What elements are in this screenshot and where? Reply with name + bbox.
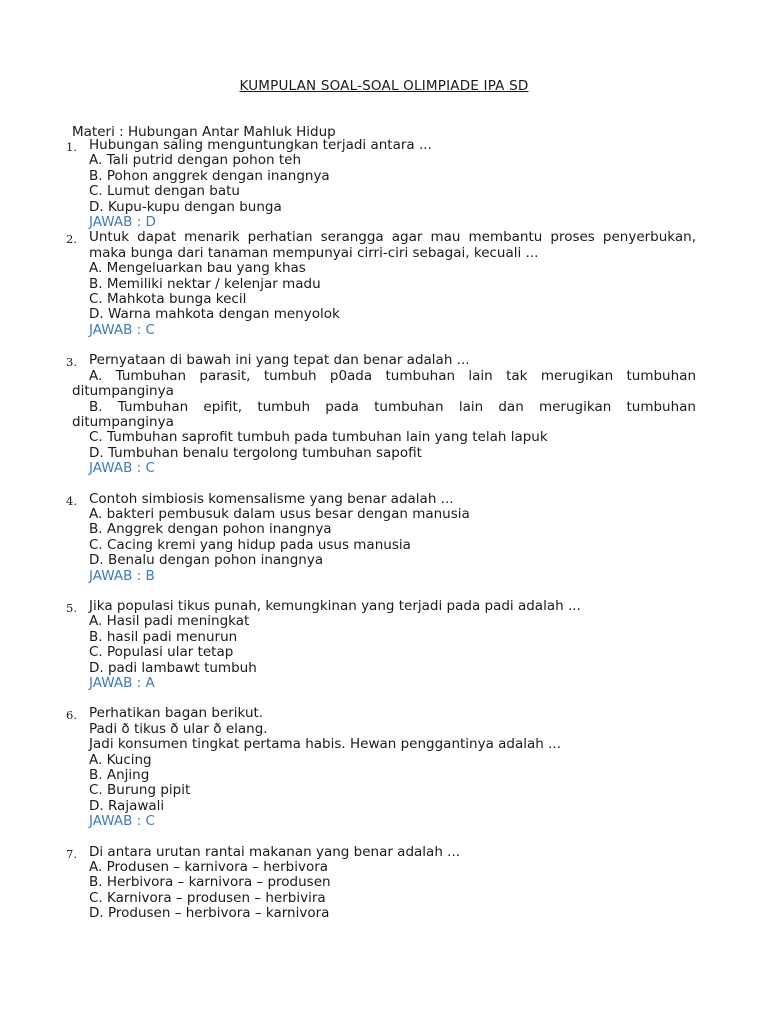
option-a: A. Kucing xyxy=(89,751,152,768)
question-stem: Hubungan saling menguntungkan terjadi antara ... xyxy=(89,137,432,153)
option-d: D. Rajawali xyxy=(89,797,165,814)
question-stem: Contoh simbiosis komensalisme yang benar adalah ... xyxy=(89,490,454,507)
option-a: A. Tali putrid dengan pohon teh xyxy=(89,152,302,169)
question-number: 3. xyxy=(66,355,77,370)
question-number: 6. xyxy=(66,708,77,723)
option-a: A. Hasil padi meningkat xyxy=(89,613,250,630)
option-b: B. Tumbuhan epifit, tumbuh pada tumbuhan lain dan merugikan tumbuhan ditumpanginya xyxy=(72,398,696,430)
question-number: 2. xyxy=(66,232,77,247)
option-d: D. Kupu-kupu dengan bunga xyxy=(89,198,282,215)
question-stem: Pernyataan di bawah ini yang tepat dan benar adalah ... xyxy=(89,352,470,369)
option-c: C. Mahkota bunga kecil xyxy=(89,291,247,308)
option-b: B. Memiliki nektar / kelenjar madu xyxy=(89,275,321,292)
question-4 xyxy=(0,492,768,584)
answer-key: JAWAB : C xyxy=(89,321,155,338)
option-d: D. Tumbuhan benalu tergolong tumbuhan sapofit xyxy=(89,444,422,461)
option-a: A. Tumbuhan parasit, tumbuh p0ada tumbuhan lain tak merugikan tumbuhan ditumpanginya xyxy=(72,367,696,400)
question-6 xyxy=(0,706,768,829)
option-a: A. Produsen – karnivora – herbivora xyxy=(89,859,329,876)
option-d: D. Produsen – herbivora – karnivora xyxy=(89,905,330,922)
question-number: 5. xyxy=(66,600,77,615)
option-a: A. Mengeluarkan bau yang khas xyxy=(89,260,306,277)
answer-key: JAWAB : B xyxy=(89,567,155,584)
question-stem: Untuk dapat menarik perhatian serangga agar mau membantu proses penyerbukan, maka bunga dari tanaman mempunyai cirri-ciri sebagai, kecuali ... xyxy=(89,229,696,261)
question-stem: Perhatikan bagan berikut. xyxy=(89,705,264,722)
option-c: C. Lumut dengan batu xyxy=(89,183,240,200)
question-5 xyxy=(0,599,768,691)
question-3 xyxy=(0,353,768,476)
option-b: B. Herbivora – karnivora – produsen xyxy=(89,874,331,891)
option-c: C. Populasi ular tetap xyxy=(89,644,234,661)
option-c: C. Tumbuhan saprofit tumbuh pada tumbuhan lain yang telah lapuk xyxy=(89,429,548,446)
question-number: 7. xyxy=(66,846,77,861)
answer-key: JAWAB : D xyxy=(89,214,156,231)
option-a: A. bakteri pembusuk dalam usus besar dengan manusia xyxy=(89,505,470,522)
question-number: 4. xyxy=(66,493,77,508)
option-c: C. Cacing kremi yang hidup pada usus manusia xyxy=(89,536,411,553)
question-number: 1. xyxy=(66,140,77,154)
option-d: D. Warna mahkota dengan menyolok xyxy=(89,306,340,323)
question-list xyxy=(0,138,768,922)
option-c: C. Burung pipit xyxy=(89,782,191,799)
answer-key: JAWAB : A xyxy=(89,675,155,691)
option-b: B. Pohon anggrek dengan inangnya xyxy=(89,167,330,184)
question-7 xyxy=(0,845,768,922)
option-b: B. Anjing xyxy=(89,767,150,784)
option-b: B. Anggrek dengan pohon inangnya xyxy=(89,521,332,538)
answer-key: JAWAB : C xyxy=(89,813,155,830)
option-b: B. hasil padi menurun xyxy=(89,628,238,645)
option-c: C. Karnivora – produsen – herbivira xyxy=(89,889,326,906)
option-d: D. Benalu dengan pohon inangnya xyxy=(89,552,324,569)
materi-heading: Materi : Hubungan Antar Mahluk Hidup xyxy=(72,124,336,140)
question-1 xyxy=(0,138,768,230)
document-title: KUMPULAN SOAL-SOAL OLIMPIADE IPA SD xyxy=(239,78,529,94)
question-stem: Di antara urutan rantai makanan yang benar adalah ... xyxy=(89,843,461,860)
food-chain-diagram-text: Padi ð tikus ð ular ð elang. xyxy=(89,720,268,737)
question-2 xyxy=(0,230,768,338)
question-context: Jadi konsumen tingkat pertama habis. Hewan penggantinya adalah ... xyxy=(89,736,562,753)
answer-key: JAWAB : C xyxy=(89,460,155,477)
option-d: D. padi lambawt tumbuh xyxy=(89,659,257,676)
question-stem: Jika populasi tikus punah, kemungkinan yang terjadi pada padi adalah ... xyxy=(89,597,581,614)
